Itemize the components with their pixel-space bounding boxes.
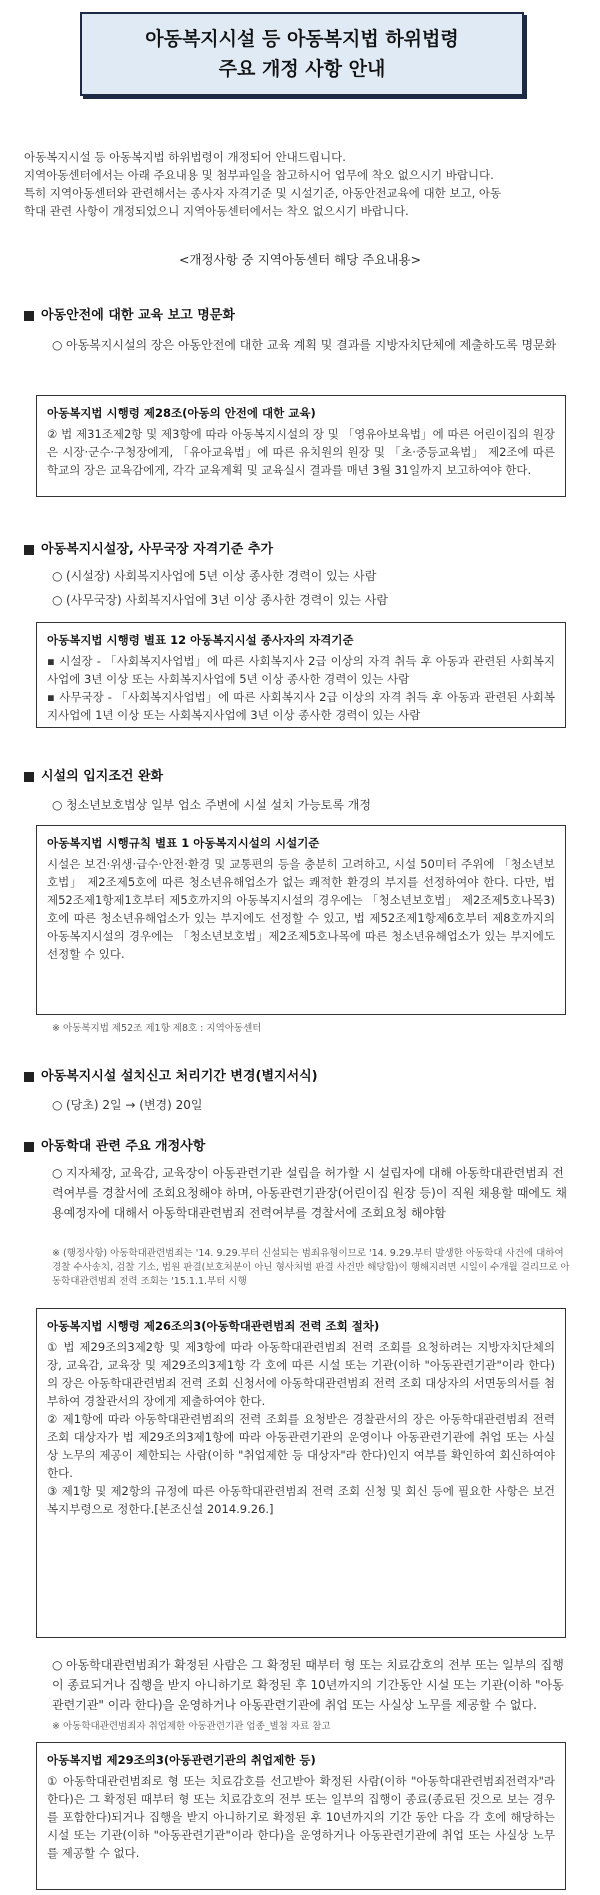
section-title: 시설의 입지조건 완화	[41, 769, 164, 784]
bullet-item	[52, 1655, 572, 1715]
bullet-item	[52, 1095, 572, 1115]
square-bullet-icon	[24, 772, 34, 782]
circle-bullet-icon: ○	[52, 1166, 63, 1180]
bullet-item	[52, 335, 572, 355]
bullet-text: 청소년보호법상 일부 업소 주변에 시설 설치 가능토록 개정	[66, 798, 371, 812]
law-body: ① 법 제29조의3제2항 및 제3항에 따라 아동학대관련범죄 전력 조회를 요청하려는 지방자치단체의 장, 교육감, 교육장 및 제29조의3제1항 각 호에 따른 시설 또는 기관(이하 "아동관련기관"이라 한다)의 장은 아동학대관련범죄 전력 조회 신청서에 아동학대관련범죄 전력 조회 대상자의 서면동의서를 첨부하여 경찰관서의 장에게 제출하여야 한다.	[47, 1340, 555, 1408]
circle-bullet-icon: ○	[52, 593, 63, 607]
intro-line: 학대 관련 사항이 개정되었으니 지역아동센터에서는 착오 없으시기 바랍니다.	[24, 204, 409, 218]
title-box	[80, 12, 524, 96]
law-title: 아동복지법 제29조의3(아동관련기관의 취업제한 등)	[47, 1753, 316, 1767]
circle-bullet-icon: ○	[52, 1098, 63, 1112]
section-heading	[24, 304, 235, 323]
law-item: ▪ 사무국장 - 「사회복지사업법」에 따른 사회복지사 2급 이상의 자격 취득 후 아동과 관련된 사회복지사업에 1년 이상 또는 사회복지사업에 3년 이상 종사한 경력이 있는 사람	[47, 690, 555, 722]
section-title: 아동학대 관련 주요 개정사항	[41, 1139, 206, 1154]
law-title: 아동복지법 시행규칙 별표 1 아동복지시설의 시설기준	[47, 836, 320, 850]
section-heading	[24, 1135, 205, 1154]
bullet-item	[52, 566, 572, 586]
law-body: 시설은 보건·위생·급수·안전·환경 및 교통편의 등을 충분히 고려하고, 시설 50미터 주위에 「청소년보호법」 제2조제5호에 따른 청소년유해업소가 없는 쾌적한 환경의 부지를 선정하여야 한다. 다만, 법 제52조제1항제1호부터 제5호까지의 아동복지시설의 경우에는 「청소년보호법」 제2조제5호나목3)호에 따른 청소년유해업소가 있는 부지에도 선정할 수 있고, 법 제52조제1항제6호부터 제8호까지의 아동복지시설의 경우에는 「청소년보호법」제2조제5호나목에 따른 청소년유해업소가 있는 부지에도 선정할 수 있다.	[47, 857, 555, 961]
circle-bullet-icon: ○	[52, 1658, 63, 1672]
law-body: ③ 제1항 및 제2항의 규정에 따른 아동학대관련범죄 전력 조회 신청 및 회신 등에 필요한 사항은 보건복지부령으로 정한다.[본조신설 2014.9.26.]	[47, 1484, 555, 1516]
footnote: ※ 아동복지법 제52조 제1항 제8호 : 지역아동센터	[52, 1023, 262, 1034]
title-line1: 아동복지시설 등 아동복지법 하위법령	[145, 28, 459, 50]
intro	[24, 148, 584, 220]
bullet-item	[52, 1163, 572, 1223]
bullet-text: (사무국장) 사회복지사업에 3년 이상 종사한 경력이 있는 사람	[66, 593, 388, 607]
square-bullet-icon	[24, 311, 34, 321]
section-heading	[24, 1065, 318, 1084]
law-body: ② 법 제31조제2항 및 제3항에 따라 아동복지시설의 장 및 「영유아보육법」에 따른 어린이집의 원장은 시장·군수·구청장에게, 「유아교육법」에 따른 유치원의 원장 및 「초·중등교육법」 제2조에 따른 학교의 장은 교육감에게, 각각 교육계획 및 교육실시 결과를 매년 3월 31일까지 보고하여야 한다.	[47, 427, 555, 477]
law-item: ▪ 시설장 - 「사회복지사업법」에 따른 사회복지사 2급 이상의 자격 취득 후 아동과 관련된 사회복지사업에 3년 이상 또는 사회복지사업에 5년 이상 종사한 경력이 있는 사람	[47, 654, 555, 686]
bullet-text: 지자체장, 교육감, 교육장이 아동관련기관 설립을 허가할 시 설립자에 대해 아동학대관련범죄 전력여부를 경찰서에 조회요청해야 하며, 아동관련기관장(어린이집 원장 등)이 직원 채용할 때에도 채용예정자에 대해서 아동학대관련범죄 전력여부를 경찰서에 조회요청 해야함	[52, 1166, 568, 1220]
law-box	[36, 1308, 566, 1638]
bullet-item	[52, 590, 572, 610]
intro-line: 지역아동센터에서는 아래 주요내용 및 첨부파일을 참고하시어 업무에 착오 없으시기 바랍니다.	[24, 168, 494, 182]
bullet-text: (시설장) 사회복지사업에 5년 이상 종사한 경력이 있는 사람	[66, 569, 377, 583]
square-bullet-icon	[24, 545, 34, 555]
square-bullet-icon	[24, 1142, 34, 1152]
footnote: ※ 아동학대관련범죄자 취업제한 아동관련기관 업종_별첨 자료 참고	[52, 1721, 331, 1732]
title-line2: 주요 개정 사항 안내	[218, 58, 386, 80]
subheading: <개정사항 중 지역아동센터 해당 주요내용>	[178, 252, 422, 267]
circle-bullet-icon: ○	[52, 798, 63, 812]
bullet-text: 아동복지시설의 장은 아동안전에 대한 교육 계획 및 결과를 지방자치단체에 제출하도록 명문화	[66, 338, 557, 352]
law-body: ① 아동학대관련범죄로 형 또는 치료감호를 선고받아 확정된 사람(이하 "아동학대관련범죄전력자"라 한다)은 그 확정된 때부터 형 또는 치료감호의 전부 또는 일부의 집행이 종료(종료된 것으로 보는 경우를 포함한다)되거나 집행을 받지 아니하기로 확정된 후 10년까지의 기간 동안 다음 각 호에 해당하는 시설 또는 기관(이하 "아동관련기관"이라 한다)을 운영하거나 아동관련기관에 취업 또는 사실상 노무를 제공할 수 없다.	[47, 1774, 555, 1860]
law-box	[36, 622, 566, 728]
law-box	[36, 1742, 566, 1890]
law-box	[36, 825, 566, 1015]
circle-bullet-icon: ○	[52, 569, 63, 583]
bullet-item	[52, 795, 572, 815]
section-title: 아동안전에 대한 교육 보고 명문화	[41, 308, 235, 323]
section-heading	[24, 765, 163, 784]
square-bullet-icon	[24, 1072, 34, 1082]
law-title: 아동복지법 시행령 별표 12 아동복지시설 종사자의 자격기준	[47, 633, 354, 647]
circle-bullet-icon: ○	[52, 338, 63, 352]
law-title: 아동복지법 시행령 제28조(아동의 안전에 대한 교육)	[47, 406, 316, 420]
bullet-text: 아동학대관련범죄가 확정된 사람은 그 확정된 때부터 형 또는 치료감호의 전부 또는 일부의 집행이 종료되거나 집행을 받지 아니하기로 확정된 후 10년까지의 기간동안 시설 또는 기관(이하 "아동관련기관" 이라 한다)을 운영하거나 아동관련기관에 취업 또는 사실상 노무를 제공할 수 없다.	[52, 1658, 564, 1712]
section-title: 아동복지시설장, 사무국장 자격기준 추가	[41, 542, 274, 557]
law-body: ② 제1항에 따라 아동학대관련범죄의 전력 조회를 요청받은 경찰관서의 장은 아동학대관련범죄 전력 조회 대상자가 법 제29조의3제1항에 따라 아동관련기관의 운영이나 아동관련기관에 취업 또는 사실상 노무의 제공이 제한되는 사람(이하 "취업제한 등 대상자"라 한다)인지 여부를 확인하여 회신하여야 한다.	[47, 1412, 555, 1480]
intro-line: 특히 지역아동센터와 관련해서는 종사자 자격기준 및 시설기준, 아동안전교육에 대한 보고, 아동	[24, 186, 502, 200]
footnote: ※ (행정사항) 아동학대관련범죄는 '14. 9.29.부터 신설되는 범죄유형이므로 '14. 9.29.부터 발생한 아동학대 사건에 대하여 경찰 수사송치, 검찰 기소, 법원 판결(보호처분이 아닌 형사처벌 판결 사건만 해당함)이 행해지려면 시일이 수개월 걸리므로 아동학대관련범죄 전력 조회는 '15.1.1.부터 시행	[52, 1248, 570, 1287]
section-title: 아동복지시설 설치신고 처리기간 변경(별지서식)	[41, 1069, 318, 1084]
intro-line: 아동복지시설 등 아동복지법 하위법령이 개정되어 안내드립니다.	[24, 150, 346, 164]
law-title: 아동복지법 시행령 제26조의3(아동학대관련범죄 전력 조회 절차)	[47, 1319, 380, 1333]
bullet-text: (당초) 2일 → (변경) 20일	[66, 1098, 203, 1112]
law-box	[36, 395, 566, 497]
section-heading	[24, 538, 273, 557]
